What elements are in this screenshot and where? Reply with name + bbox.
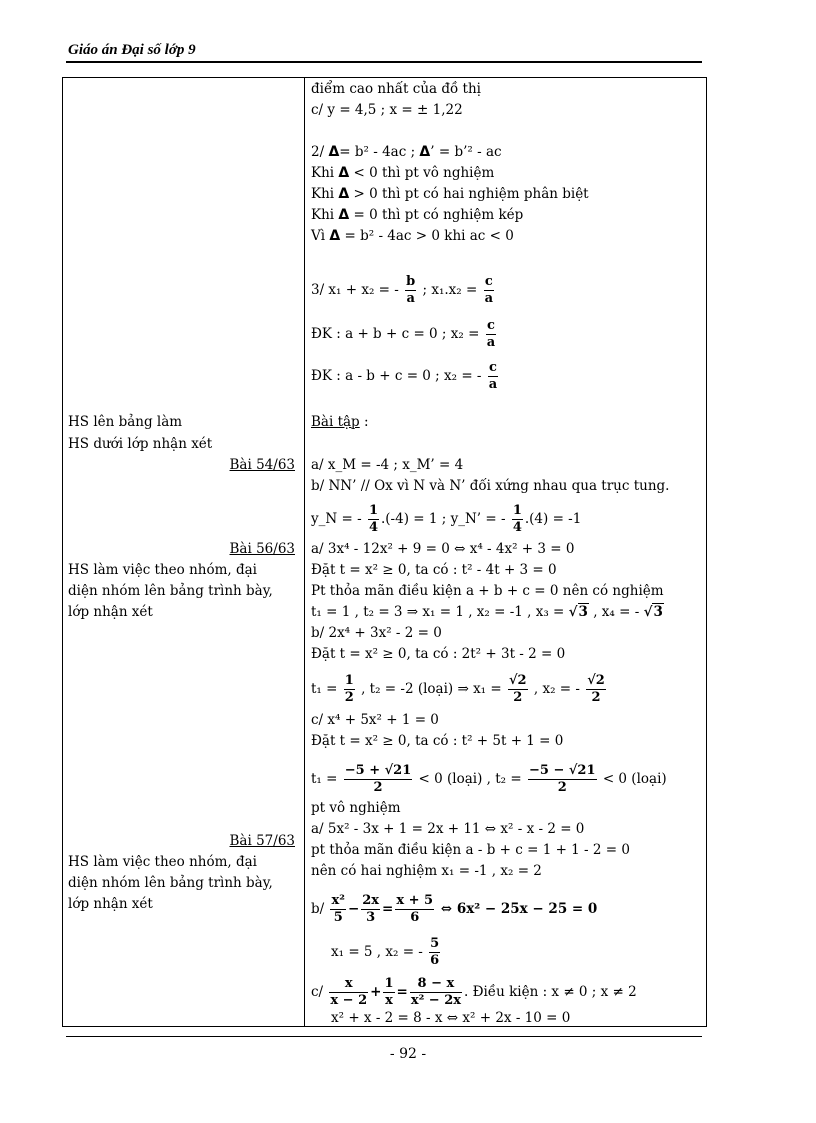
ex57-b: b/ $\frac{\text{x²}}{5}$ − $\frac{2x}{3}$ = $\frac{x + 5}{6}$ ⇔ 6x² − 25x − 25 = 0 (311, 893, 598, 925)
exercise-54-label: Bài 54/63 (229, 457, 295, 473)
fraction-sqrt2-2: $\frac{√2}{2}$ (509, 673, 527, 705)
ex54-a: a/ x_M = -4 ; x_M’ = 4 (311, 457, 464, 473)
fraction-2x-3: $\frac{2x}{3}$ (362, 893, 380, 925)
page-number: - 92 - (389, 1046, 427, 1062)
fraction-sqrt2-2: $\frac{√2}{2}$ (587, 673, 605, 705)
left-hs-comment: HS dưới lớp nhận xét (68, 436, 213, 452)
ex54-y: y_N = - $\frac{1}{4}$ .(-4) = 1 ; y_N’ = - $\frac{1}{4}$ .(4) = -1 (311, 503, 582, 535)
left-hs-board: HS lên bảng làm (68, 414, 183, 430)
footer-rule (66, 1036, 702, 1037)
ex56-c: c/ x⁴ + 5x² + 1 = 0 (311, 712, 439, 728)
ex57-c: c/ $\frac{x}{x - 2}$ + $\frac{1}{x}$ = $\frac{8 - x}{\text{x² − 2x}}$ . Điều kiện : x ≠ 0 ; x ≠ 2 (311, 976, 637, 1008)
left-group1-line1: HS làm việc theo nhóm, đại (68, 562, 257, 578)
ex56-b-sub: Đặt t = x² ≥ 0, ta có : 2t² + 3t - 2 = 0 (311, 646, 566, 662)
ex56-b: b/ 2x⁴ + 3x² - 2 = 0 (311, 625, 442, 641)
ex57-c-equation: x² + x - 2 = 8 - x ⇔ x² + 2x - 10 = 0 (331, 1010, 571, 1026)
ex56-a: a/ 3x⁴ - 12x² + 9 = 0 ⇔ x⁴ - 4x² + 3 = 0 (311, 541, 575, 557)
ex57-a-roots: nên có hai nghiệm x₁ = -1 , x₂ = 2 (311, 863, 542, 879)
fraction-1-2: $\frac{1}{2}$ (344, 673, 354, 705)
exercise-57-label: Bài 57/63 (229, 833, 295, 849)
ex56-b-roots: t₁ = $\frac{1}{2}$ , t₂ = -2 (loại) ⇒ x₁ = $\frac{√2}{2}$ , x₂ = - $\frac{√2}{2}$ (311, 673, 605, 705)
case-positive: Khi Δ > 0 thì pt có hai nghiệm phân biệt (311, 186, 589, 202)
ex54-b: b/ NN’ // Ox vì N và N’ đối xứng nhau qua trục tung. (311, 478, 670, 494)
fraction-x-xm2: $\frac{x}{x - 2}$ (330, 976, 368, 1008)
ex57-a: a/ 5x² - 3x + 1 = 2x + 11 ⇔ x² - x - 2 = 0 (311, 821, 585, 837)
exercise-56-label: Bài 56/63 (229, 541, 295, 557)
condition-1: ĐK : a + b + c = 0 ; x₂ = $\frac{c}{a}$ (311, 318, 496, 350)
ex57-b-roots: x₁ = 5 , x₂ = - $\frac{5}{6}$ (331, 936, 440, 968)
case-ac: Vì Δ = b² - 4ac > 0 khi ac < 0 (311, 228, 514, 244)
left-group1-line2: diện nhóm lên bảng trình bày, (68, 583, 273, 599)
fraction-c-a: $\frac{c}{a}$ (484, 274, 494, 306)
ex56-a-cond: Pt thỏa mãn điều kiện a + b + c = 0 nên có nghiệm (311, 583, 664, 599)
left-group2-line2: diện nhóm lên bảng trình bày, (68, 875, 273, 891)
sqrt-3: √3 (643, 604, 663, 620)
ex56-a-roots: t₁ = 1 , t₂ = 3 ⇒ x₁ = 1 , x₂ = -1 , x₃ = √3 , x₄ = - √3 (311, 604, 663, 620)
fraction-root1: $\frac{-5 + √21}{2}$ (344, 763, 412, 795)
case-negative: Khi Δ < 0 thì pt vô nghiệm (311, 165, 495, 181)
sqrt-3: √3 (568, 604, 588, 620)
fraction-8mx: $\frac{8 - x}{\text{x² − 2x}}$ (410, 976, 462, 1008)
fraction-1-4: $\frac{1}{4}$ (512, 503, 522, 535)
case-zero: Khi Δ = 0 thì pt có nghiệm kép (311, 207, 524, 223)
fraction-root2: $\frac{-5 - √21}{2}$ (529, 763, 596, 795)
fraction-c-a: $\frac{c}{a}$ (486, 318, 496, 350)
fraction-1-x: $\frac{1}{x}$ (384, 976, 394, 1008)
right-l2: c/ y = 4,5 ; x = ± 1,22 (311, 102, 463, 118)
ex56-c-sub: Đặt t = x² ≥ 0, ta có : t² + 5t + 1 = 0 (311, 733, 564, 749)
vieta-line: 3/ x₁ + x₂ = - $\frac{b}{a}$ ; x₁.x₂ = $\frac{c}{a}$ (311, 274, 494, 306)
page-header: Giáo án Đại số lớp 9 (68, 42, 196, 58)
left-group1-line3: lớp nhận xét (68, 604, 153, 620)
ex57-a-cond: pt thỏa mãn điều kiện a - b + c = 1 + 1 - 2 = 0 (311, 842, 630, 858)
fraction-x5-6: $\frac{x + 5}{6}$ (396, 893, 434, 925)
left-group2-line1: HS làm việc theo nhóm, đại (68, 854, 257, 870)
fraction-b-a: $\frac{b}{a}$ (406, 274, 416, 306)
fraction-x2-5: $\frac{\text{x²}}{5}$ (331, 893, 345, 925)
right-l1: điểm cao nhất của đồ thị (311, 81, 481, 97)
left-group2-line3: lớp nhận xét (68, 896, 153, 912)
ex56-c-result: pt vô nghiệm (311, 800, 401, 816)
fraction-c-a: $\frac{c}{a}$ (488, 360, 498, 392)
fraction-5-6: $\frac{5}{6}$ (430, 936, 440, 968)
column-divider (304, 77, 305, 1027)
exercises-heading: Bài tập : (311, 414, 369, 430)
ex56-c-roots: t₁ = $\frac{-5 + √21}{2}$ < 0 (loại) , t₂ = $\frac{-5 - √21}{2}$ < 0 (loại) (311, 763, 667, 795)
ex56-a-sub: Đặt t = x² ≥ 0, ta có : t² - 4t + 3 = 0 (311, 562, 557, 578)
condition-2: ĐK : a - b + c = 0 ; x₂ = - $\frac{c}{a}$ (311, 360, 498, 392)
fraction-1-4: $\frac{1}{4}$ (368, 503, 378, 535)
header-rule (66, 61, 702, 63)
discriminant-line: 2/ Δ= b² - 4ac ; Δ’ = b’² - ac (311, 144, 502, 160)
